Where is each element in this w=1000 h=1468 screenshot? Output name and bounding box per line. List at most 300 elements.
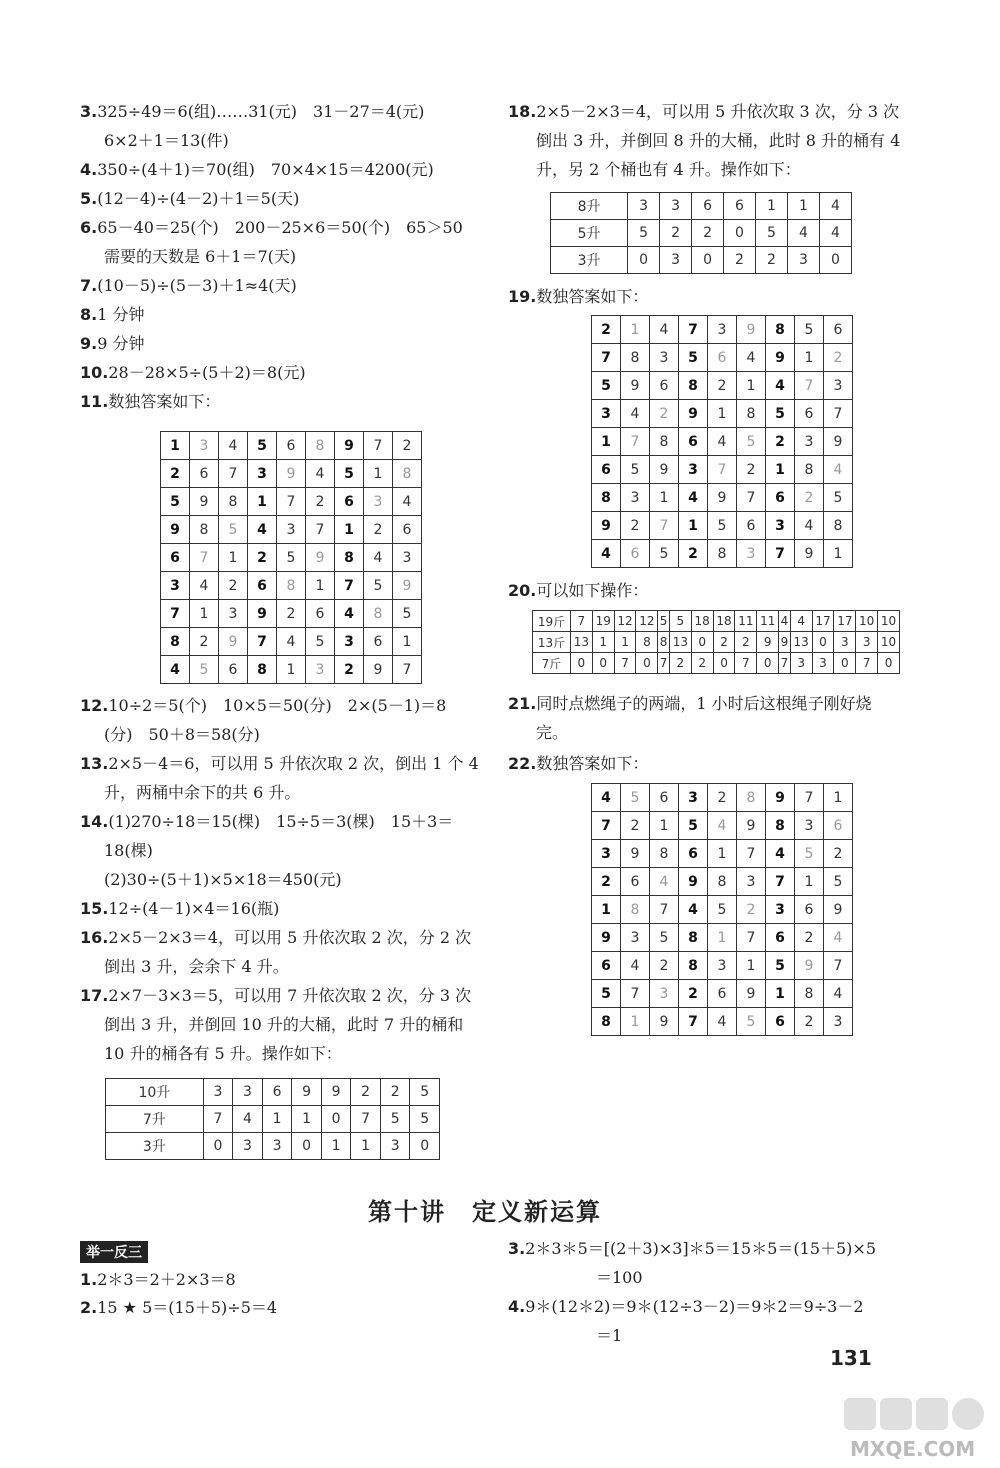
sudoku-cell: 8 xyxy=(306,432,335,460)
table-cell: 2 xyxy=(755,247,787,274)
sudoku-cell: 2 xyxy=(766,428,795,456)
sudoku-cell: 8 xyxy=(393,460,422,488)
sudoku-row xyxy=(592,316,853,344)
answer-text: (10－5)÷(5－3)＋1≈4(天) xyxy=(97,276,297,295)
sudoku-cell: 8 xyxy=(650,428,679,456)
sudoku-cell: 6 xyxy=(708,980,737,1008)
sudoku-cell: 4 xyxy=(161,656,190,684)
table-cell: 2 xyxy=(691,653,713,674)
table-cell: 3 xyxy=(380,1133,410,1160)
sudoku-cell: 1 xyxy=(708,400,737,428)
answer-text: 28－28×5÷(5＋2)＝8(元) xyxy=(108,363,306,382)
sudoku-cell: 6 xyxy=(650,372,679,400)
sudoku-cell: 5 xyxy=(708,512,737,540)
sudoku-cell: 4 xyxy=(737,344,766,372)
answer-text: (12－4)÷(4－2)＋1＝5(天) xyxy=(97,189,300,208)
sudoku-cell: 9 xyxy=(277,460,306,488)
sudoku-cell: 7 xyxy=(277,488,306,516)
table-row xyxy=(533,611,900,632)
answer-text: 2×5－2×3＝4，可以用 5 升依次取 2 次，分 2 次 xyxy=(108,928,472,947)
table-cell: 0 xyxy=(724,220,756,247)
sudoku-cell: 1 xyxy=(219,544,248,572)
pour-table-20 xyxy=(532,610,900,674)
answer-line xyxy=(80,692,446,720)
sudoku-cell: 2 xyxy=(393,432,422,460)
sudoku-cell: 2 xyxy=(621,812,650,840)
table-cell: 0 xyxy=(321,1106,351,1133)
sudoku-cell: 2 xyxy=(650,400,679,428)
answer-line xyxy=(508,1235,876,1263)
sudoku-cell: 9 xyxy=(737,316,766,344)
sudoku-cell: 9 xyxy=(824,428,853,456)
sudoku-cell: 9 xyxy=(766,784,795,812)
row-header-cell: 10升 xyxy=(106,1079,204,1106)
sudoku-cell: 4 xyxy=(708,1008,737,1036)
sudoku-cell: 9 xyxy=(679,868,708,896)
sudoku-cell: 4 xyxy=(306,460,335,488)
sudoku-cell: 8 xyxy=(650,840,679,868)
sudoku-cell: 3 xyxy=(621,484,650,512)
sudoku-cell: 4 xyxy=(335,600,364,628)
table-cell: 9 xyxy=(292,1079,322,1106)
table-cell: 13 xyxy=(669,632,691,653)
sudoku-cell: 6 xyxy=(824,316,853,344)
sudoku-row xyxy=(592,344,853,372)
table-cell: 7 xyxy=(351,1106,381,1133)
sudoku-cell: 4 xyxy=(824,980,853,1008)
sudoku-cell: 5 xyxy=(737,1008,766,1036)
table-cell: 0 xyxy=(292,1133,322,1160)
sudoku-cell: 2 xyxy=(824,840,853,868)
table-row xyxy=(533,632,900,653)
answer-line xyxy=(508,750,648,778)
sudoku-row xyxy=(161,432,422,460)
sudoku-cell: 7 xyxy=(161,600,190,628)
sudoku-cell: 1 xyxy=(592,896,621,924)
row-header-cell: 8升 xyxy=(551,193,628,220)
watermark-logo xyxy=(840,1394,990,1464)
table-cell: 3 xyxy=(856,632,878,653)
sudoku-cell: 2 xyxy=(795,1008,824,1036)
sudoku-cell: 7 xyxy=(737,484,766,512)
sudoku-cell: 9 xyxy=(592,924,621,952)
page-number: 131 xyxy=(830,1346,872,1370)
sudoku-cell: 5 xyxy=(766,400,795,428)
question-number: 4. xyxy=(80,160,98,179)
answer-line xyxy=(80,330,145,358)
sudoku-cell: 3 xyxy=(708,952,737,980)
question-number: 5. xyxy=(80,189,98,208)
answer-line xyxy=(508,577,648,605)
answer-line xyxy=(536,719,568,747)
table-cell: 2 xyxy=(380,1079,410,1106)
answer-text: 完。 xyxy=(536,723,569,742)
sudoku-cell: 4 xyxy=(824,456,853,484)
sudoku-cell: 1 xyxy=(737,952,766,980)
sudoku-row xyxy=(161,656,422,684)
sudoku-cell: 5 xyxy=(219,516,248,544)
answer-line xyxy=(508,98,899,126)
sudoku-cell: 7 xyxy=(795,372,824,400)
sudoku-cell: 7 xyxy=(650,896,679,924)
sudoku-cell: 4 xyxy=(679,484,708,512)
question-number: 13. xyxy=(80,754,109,773)
sudoku-cell: 7 xyxy=(737,840,766,868)
sudoku-cell: 9 xyxy=(364,656,393,684)
table-cell: 8 xyxy=(658,632,670,653)
sudoku-cell: 2 xyxy=(650,952,679,980)
sudoku-cell: 1 xyxy=(161,432,190,460)
sudoku-row xyxy=(592,924,853,952)
table-cell: 18 xyxy=(713,611,735,632)
sudoku-cell: 8 xyxy=(190,516,219,544)
sudoku-answer-11 xyxy=(160,431,422,684)
sudoku-cell: 2 xyxy=(795,924,824,952)
sudoku-cell: 5 xyxy=(795,316,824,344)
table-cell: 10 xyxy=(878,632,900,653)
row-header-cell: 19斤 xyxy=(533,611,571,632)
question-number: 16. xyxy=(80,928,109,947)
sudoku-row xyxy=(161,460,422,488)
sudoku-cell: 9 xyxy=(621,840,650,868)
table-cell: 1 xyxy=(292,1106,322,1133)
sudoku-cell: 7 xyxy=(248,628,277,656)
answer-text: 10÷2＝5(个) 10×5＝50(分) 2×(5－1)＝8 xyxy=(108,696,447,715)
answer-line xyxy=(104,243,296,271)
answer-line xyxy=(80,301,145,329)
table-cell: 7 xyxy=(570,611,592,632)
answer-text: 2＊3＊5＝[(2＋3)×3]＊5＝15＊5＝(15＋5)×5 xyxy=(525,1239,877,1258)
sudoku-cell: 6 xyxy=(335,488,364,516)
answer-text: 350÷(4＋1)＝70(组) 70×4×15＝4200(元) xyxy=(97,160,434,179)
sudoku-row xyxy=(592,372,853,400)
sudoku-cell: 8 xyxy=(679,924,708,952)
question-number: 6. xyxy=(80,218,98,237)
sudoku-cell: 5 xyxy=(824,484,853,512)
answer-text: 325÷49＝6(组)……31(元) 31－27＝4(元) xyxy=(97,102,425,121)
answer-line xyxy=(104,721,260,749)
sudoku-cell: 8 xyxy=(766,812,795,840)
sudoku-cell: 7 xyxy=(766,540,795,568)
answer-text: 10 升的桶各有 5 升。操作如下： xyxy=(104,1044,342,1063)
answer-line xyxy=(508,283,648,311)
question-number: 19. xyxy=(508,287,537,306)
sudoku-cell: 2 xyxy=(277,600,306,628)
table-cell: 13 xyxy=(570,632,592,653)
answer-text: 2×7－3×3＝5，可以用 7 升依次取 2 次，分 3 次 xyxy=(108,986,472,1005)
table-cell: 6 xyxy=(724,193,756,220)
answer-text: 9＊(12＊2)＝9＊(12÷3－2)＝9＊2＝9÷3－2 xyxy=(525,1297,864,1316)
sudoku-cell: 1 xyxy=(650,812,679,840)
sudoku-cell: 8 xyxy=(592,484,621,512)
table-cell: 0 xyxy=(819,247,851,274)
sudoku-cell: 3 xyxy=(824,372,853,400)
sudoku-cell: 2 xyxy=(335,656,364,684)
answer-line xyxy=(104,837,153,865)
sudoku-cell: 4 xyxy=(824,924,853,952)
sudoku-cell: 7 xyxy=(219,460,248,488)
table-cell: 0 xyxy=(592,653,614,674)
table-cell: 3 xyxy=(262,1133,292,1160)
sudoku-cell: 1 xyxy=(795,344,824,372)
sudoku-row xyxy=(592,840,853,868)
answer-line xyxy=(80,359,306,387)
table-cell: 2 xyxy=(692,220,724,247)
question-number: 10. xyxy=(80,363,109,382)
sudoku-cell: 3 xyxy=(795,812,824,840)
sudoku-cell: 3 xyxy=(277,516,306,544)
sudoku-cell: 3 xyxy=(679,456,708,484)
sudoku-row xyxy=(592,812,853,840)
table-cell: 4 xyxy=(233,1106,263,1133)
sudoku-cell: 4 xyxy=(277,628,306,656)
sudoku-cell: 2 xyxy=(364,516,393,544)
answer-text: 1 分钟 xyxy=(97,305,145,324)
table-cell: 0 xyxy=(691,632,713,653)
sudoku-cell: 5 xyxy=(248,432,277,460)
sudoku-cell: 8 xyxy=(679,372,708,400)
answer-line xyxy=(508,1293,864,1321)
answer-line xyxy=(80,895,279,923)
answer-line xyxy=(508,690,872,718)
table-cell: 3 xyxy=(628,193,660,220)
answer-line xyxy=(80,924,471,952)
pour-table-17 xyxy=(105,1078,440,1160)
sudoku-cell: 1 xyxy=(277,656,306,684)
sudoku-cell: 5 xyxy=(335,460,364,488)
sudoku-cell: 7 xyxy=(621,980,650,1008)
sudoku-cell: 5 xyxy=(277,544,306,572)
sudoku-cell: 1 xyxy=(708,924,737,952)
row-header-cell: 7升 xyxy=(106,1106,204,1133)
answer-text: ＝100 xyxy=(596,1268,643,1287)
sudoku-cell: 9 xyxy=(650,1008,679,1036)
table-cell: 0 xyxy=(628,247,660,274)
sudoku-cell: 5 xyxy=(621,456,650,484)
table-cell: 1 xyxy=(262,1106,292,1133)
answer-text: 可以如下操作： xyxy=(536,581,649,600)
watermark-text: MXQE.COM xyxy=(850,1437,976,1461)
answer-text: 数独答案如下： xyxy=(536,287,649,306)
table-cell: 4 xyxy=(779,611,791,632)
question-number: 3. xyxy=(80,102,98,121)
sudoku-cell: 3 xyxy=(592,840,621,868)
sudoku-cell: 2 xyxy=(190,628,219,656)
row-header-cell: 7斤 xyxy=(533,653,571,674)
sudoku-row xyxy=(592,400,853,428)
sudoku-cell: 5 xyxy=(592,980,621,1008)
answer-text: ＝1 xyxy=(596,1326,623,1345)
sudoku-cell: 1 xyxy=(737,372,766,400)
table-cell: 5 xyxy=(380,1106,410,1133)
sudoku-row xyxy=(592,512,853,540)
sudoku-cell: 3 xyxy=(306,656,335,684)
question-number: 20. xyxy=(508,581,537,600)
table-cell: 6 xyxy=(262,1079,292,1106)
answer-line xyxy=(80,982,471,1010)
sudoku-cell: 8 xyxy=(737,784,766,812)
sudoku-cell: 4 xyxy=(248,516,277,544)
sudoku-cell: 6 xyxy=(621,868,650,896)
sudoku-cell: 3 xyxy=(592,400,621,428)
sudoku-cell: 3 xyxy=(248,460,277,488)
sudoku-cell: 8 xyxy=(795,456,824,484)
table-cell: 0 xyxy=(203,1133,233,1160)
sudoku-cell: 6 xyxy=(592,456,621,484)
table-cell: 3 xyxy=(812,653,834,674)
sudoku-cell: 9 xyxy=(621,372,650,400)
question-number: 22. xyxy=(508,754,537,773)
table-cell: 7 xyxy=(856,653,878,674)
table-cell: 9 xyxy=(757,632,779,653)
sudoku-cell: 6 xyxy=(161,544,190,572)
answer-line xyxy=(104,866,342,894)
table-cell: 1 xyxy=(614,632,636,653)
sudoku-cell: 1 xyxy=(824,784,853,812)
sudoku-cell: 8 xyxy=(219,488,248,516)
sudoku-cell: 5 xyxy=(650,924,679,952)
answer-text: 需要的天数是 6＋1＝7(天) xyxy=(104,247,297,266)
question-number: 3. xyxy=(508,1239,526,1258)
answer-text: 2＊3＝2＋2×3＝8 xyxy=(97,1270,236,1289)
answer-text: 6×2＋1＝13(件) xyxy=(104,131,229,150)
sudoku-cell: 8 xyxy=(708,540,737,568)
answer-line xyxy=(104,779,300,807)
sudoku-cell: 7 xyxy=(679,316,708,344)
sudoku-cell: 4 xyxy=(766,372,795,400)
sudoku-cell: 3 xyxy=(161,572,190,600)
sudoku-cell: 8 xyxy=(621,896,650,924)
sudoku-cell: 6 xyxy=(679,840,708,868)
sudoku-cell: 6 xyxy=(766,924,795,952)
sudoku-row xyxy=(592,1008,853,1036)
sudoku-cell: 4 xyxy=(190,572,219,600)
table-row xyxy=(106,1133,440,1160)
sudoku-cell: 4 xyxy=(679,896,708,924)
sudoku-row xyxy=(161,544,422,572)
table-cell: 0 xyxy=(757,653,779,674)
sudoku-cell: 8 xyxy=(248,656,277,684)
sudoku-cell: 3 xyxy=(766,512,795,540)
sudoku-cell: 8 xyxy=(335,544,364,572)
sudoku-answer-19 xyxy=(591,315,853,568)
answer-text: (1)270÷18＝15(棵) 15÷5＝3(棵) 15＋3＝ xyxy=(108,812,454,831)
table-cell: 3 xyxy=(787,247,819,274)
answer-line xyxy=(80,98,424,126)
sudoku-cell: 6 xyxy=(219,656,248,684)
sudoku-cell: 8 xyxy=(621,344,650,372)
table-cell: 3 xyxy=(203,1079,233,1106)
question-number: 21. xyxy=(508,694,537,713)
table-row xyxy=(551,247,852,274)
sudoku-cell: 9 xyxy=(795,540,824,568)
table-cell: 11 xyxy=(735,611,757,632)
sudoku-row xyxy=(592,952,853,980)
row-header-cell: 3升 xyxy=(106,1133,204,1160)
question-number: 17. xyxy=(80,986,109,1005)
table-cell: 9 xyxy=(779,632,791,653)
sudoku-cell: 4 xyxy=(708,428,737,456)
table-cell: 0 xyxy=(410,1133,440,1160)
table-cell: 0 xyxy=(878,653,900,674)
sudoku-row xyxy=(161,600,422,628)
table-cell: 7 xyxy=(779,653,791,674)
table-cell: 12 xyxy=(614,611,636,632)
sudoku-cell: 6 xyxy=(795,400,824,428)
table-cell: 5 xyxy=(755,220,787,247)
sudoku-row xyxy=(592,896,853,924)
sudoku-cell: 7 xyxy=(621,428,650,456)
answer-text: 升，另 2 个桶也有 4 升。操作如下： xyxy=(536,160,801,179)
sudoku-cell: 3 xyxy=(766,896,795,924)
sudoku-cell: 6 xyxy=(650,784,679,812)
sudoku-cell: 6 xyxy=(592,952,621,980)
answer-text: 65－40＝25(个) 200－25×6＝50(个) 65＞50 xyxy=(97,218,463,237)
sudoku-cell: 6 xyxy=(708,344,737,372)
sudoku-cell: 4 xyxy=(219,432,248,460)
sudoku-cell: 1 xyxy=(393,628,422,656)
table-cell: 13 xyxy=(790,632,812,653)
answer-line xyxy=(596,1322,622,1350)
sudoku-cell: 4 xyxy=(708,812,737,840)
sudoku-row xyxy=(592,428,853,456)
sudoku-cell: 1 xyxy=(679,512,708,540)
table-cell: 3 xyxy=(233,1079,263,1106)
sudoku-cell: 7 xyxy=(650,512,679,540)
sudoku-cell: 2 xyxy=(161,460,190,488)
answer-text: (分) 50＋8＝58(分) xyxy=(104,725,260,744)
table-cell: 1 xyxy=(592,632,614,653)
sudoku-cell: 4 xyxy=(621,400,650,428)
sudoku-cell: 4 xyxy=(650,868,679,896)
sudoku-row xyxy=(592,540,853,568)
sudoku-cell: 6 xyxy=(795,896,824,924)
sudoku-cell: 9 xyxy=(248,600,277,628)
answer-line xyxy=(536,127,900,155)
sudoku-row xyxy=(161,572,422,600)
sudoku-cell: 7 xyxy=(795,784,824,812)
sudoku-cell: 9 xyxy=(393,572,422,600)
sudoku-cell: 2 xyxy=(248,544,277,572)
sudoku-row xyxy=(161,488,422,516)
sudoku-row xyxy=(161,516,422,544)
table-cell: 1 xyxy=(755,193,787,220)
answer-line xyxy=(596,1264,643,1292)
watermark-mark xyxy=(844,1398,984,1430)
sudoku-cell: 9 xyxy=(824,896,853,924)
sudoku-cell: 3 xyxy=(621,924,650,952)
table-cell: 1 xyxy=(787,193,819,220)
sudoku-cell: 4 xyxy=(592,784,621,812)
sudoku-cell: 6 xyxy=(621,540,650,568)
sudoku-cell: 8 xyxy=(364,600,393,628)
sudoku-cell: 2 xyxy=(708,784,737,812)
chapter-title: 第十讲 定义新运算 xyxy=(368,1198,602,1226)
sudoku-row xyxy=(592,868,853,896)
table-cell: 0 xyxy=(636,653,658,674)
answer-text: 2×5－4＝6，可以用 5 升依次取 2 次，倒出 1 个 4 xyxy=(108,754,479,773)
table-cell: 1 xyxy=(351,1133,381,1160)
sudoku-cell: 7 xyxy=(766,868,795,896)
sudoku-cell: 4 xyxy=(364,544,393,572)
sudoku-cell: 7 xyxy=(592,812,621,840)
answer-text: 9 分钟 xyxy=(97,334,145,353)
table-cell: 0 xyxy=(713,653,735,674)
answer-line xyxy=(80,214,463,242)
table-cell: 3 xyxy=(660,247,692,274)
sudoku-cell: 6 xyxy=(766,1008,795,1036)
table-cell: 6 xyxy=(692,193,724,220)
